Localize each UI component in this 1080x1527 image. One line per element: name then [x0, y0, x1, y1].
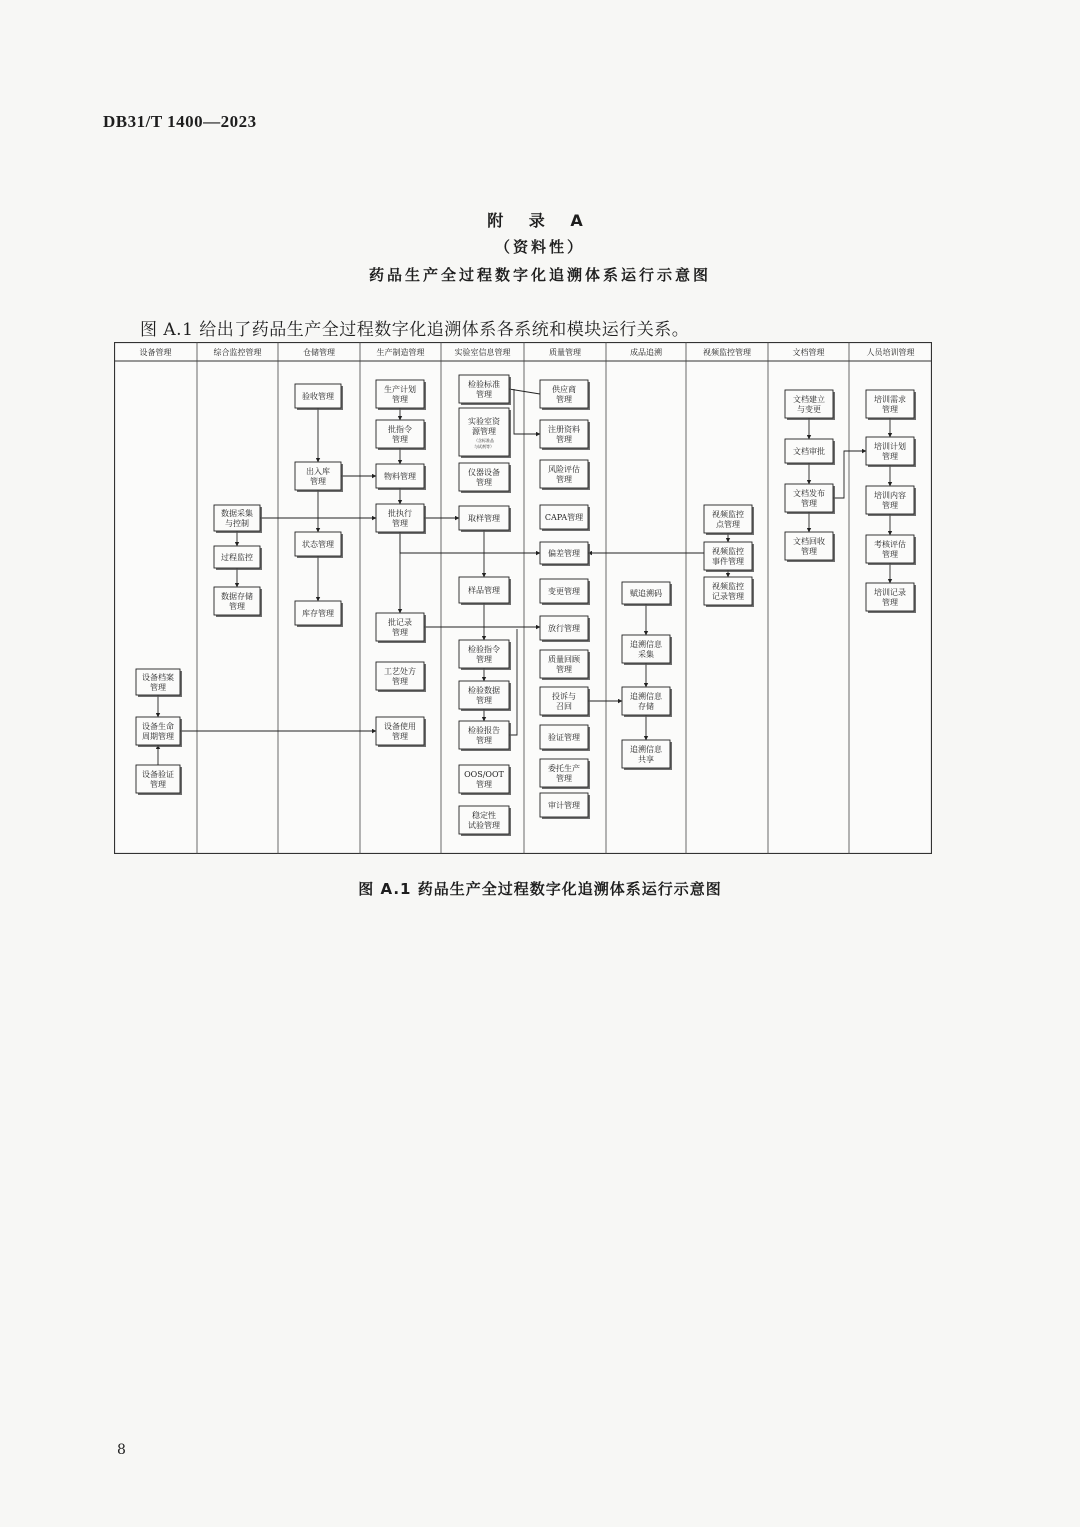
lane-header: 视频监控管理	[703, 348, 751, 357]
box-label: 考核评估	[874, 540, 906, 549]
box-doc-recycle	[785, 532, 835, 562]
box-label: 样品管理	[468, 586, 500, 595]
box-risk	[540, 460, 590, 490]
lane-header: 人员培训管理	[866, 348, 915, 357]
box-label: 管理	[476, 655, 492, 664]
box-label: 管理	[556, 475, 572, 484]
box-receiving	[295, 384, 343, 410]
box-label: 管理	[882, 405, 898, 414]
page-number: 8	[117, 1442, 126, 1458]
lane-header: 设备管理	[139, 348, 172, 357]
box-label: 管理	[476, 390, 492, 399]
box-material	[376, 464, 426, 490]
box-label: 培训记录	[874, 588, 906, 597]
box-trace-collect	[622, 635, 672, 665]
box-exam	[866, 535, 916, 565]
box-label: 物料管理	[384, 472, 416, 481]
box-inventory	[295, 601, 343, 627]
box-train-require	[866, 390, 916, 420]
box-label: 投诉与	[552, 692, 576, 701]
box-label: 试验管理	[468, 821, 500, 830]
box-test-order	[459, 640, 511, 670]
box-label: 管理	[476, 780, 492, 789]
box-batch-order	[376, 420, 426, 450]
box-label: 偏差管理	[548, 549, 580, 558]
lane-header: 生产制造管理	[376, 348, 425, 357]
box-trace-store	[622, 687, 672, 717]
box-label: 检验报告	[468, 726, 500, 735]
box-label: 管理	[392, 732, 408, 741]
lane-header: 成品追溯	[630, 348, 662, 357]
box-label: 稳定性	[472, 811, 496, 820]
box-train-record	[866, 583, 916, 613]
box-equip-verify	[136, 765, 182, 795]
box-label: 管理	[392, 628, 408, 637]
box-label: 追溯信息	[630, 692, 662, 701]
traceability-flow-diagram	[114, 342, 932, 854]
lane-header: 仓储管理	[303, 348, 335, 357]
box-label: 视频监控	[712, 510, 744, 519]
box-train-plan	[866, 437, 916, 467]
box-video-event	[704, 542, 754, 572]
box-label: 采集	[638, 650, 654, 659]
box-label: 共享	[638, 755, 654, 764]
box-label: 批指令	[388, 425, 412, 434]
box-sample	[459, 577, 511, 605]
box-label: 管理	[476, 736, 492, 745]
box-label: 文档发布	[793, 489, 825, 498]
lane-header: 文档管理	[792, 348, 825, 357]
box-label: 管理	[801, 547, 817, 556]
box-train-content	[866, 486, 916, 516]
box-label: 设备生命	[142, 722, 174, 731]
box-registration	[540, 420, 590, 450]
box-supplier	[540, 380, 590, 410]
box-label: 质量回顾	[548, 655, 580, 664]
appendix-subtitle: （资料性）	[494, 238, 585, 256]
box-label: 管理	[150, 683, 166, 692]
box-doc-approve	[785, 439, 835, 465]
box-label: OOS/OOT	[464, 770, 504, 779]
intro-paragraph: 图 A.1 给出了药品生产全过程数字化追溯体系各系统和模块运行关系。	[140, 320, 690, 340]
appendix-name: 药品生产全过程数字化追溯体系运行示意图	[368, 266, 711, 284]
box-label: 管理	[392, 435, 408, 444]
box-doc-publish	[785, 484, 835, 514]
box-label: 文档回收	[793, 537, 825, 546]
box-label: 管理	[229, 602, 245, 611]
box-label: 放行管理	[548, 624, 580, 633]
box-label: 视频监控	[712, 547, 744, 556]
box-label: 记录管理	[712, 592, 744, 601]
box-quality-review	[540, 650, 590, 680]
box-label: 数据存储	[221, 592, 253, 601]
box-label: 培训计划	[874, 442, 906, 451]
box-label: 管理	[882, 452, 898, 461]
box-label: 追溯信息	[630, 745, 662, 754]
box-label: 实验室资	[468, 417, 500, 426]
box-label: 事件管理	[712, 557, 744, 566]
box-label: 点管理	[716, 520, 740, 529]
box-prod-plan	[376, 380, 426, 410]
box-label: 管理	[556, 395, 572, 404]
lane-header: 综合监控管理	[213, 348, 262, 357]
box-label: 出入库	[306, 467, 330, 476]
box-sampling	[459, 506, 511, 532]
box-label: 管理	[556, 774, 572, 783]
box-label: 管理	[556, 435, 572, 444]
box-label: 培训内容	[874, 491, 906, 500]
box-label: 供应商	[552, 385, 576, 394]
box-validation	[540, 725, 590, 751]
box-label: 与控制	[225, 519, 249, 528]
box-label: 仪器设备	[468, 468, 500, 477]
box-note: （含标准品	[474, 438, 494, 443]
box-label: 管理	[801, 499, 817, 508]
box-video-record	[704, 577, 754, 607]
box-label: 存储	[638, 702, 654, 711]
box-label: 管理	[882, 550, 898, 559]
box-label: 检验指令	[468, 645, 500, 654]
box-code-assign	[622, 582, 672, 606]
box-label: 文档审批	[793, 447, 825, 456]
box-lab-resource	[459, 408, 511, 458]
box-batch-exec	[376, 504, 426, 534]
box-status	[295, 532, 343, 558]
box-deviation	[540, 542, 590, 566]
box-label: 管理	[556, 665, 572, 674]
box-label: 验证管理	[548, 733, 580, 742]
box-label: 工艺处方	[384, 667, 416, 676]
box-label: 批执行	[388, 509, 412, 518]
box-label: 风险评估	[548, 465, 580, 474]
box-capa	[540, 505, 590, 531]
box-label: 管理	[476, 696, 492, 705]
box-label: CAPA管理	[544, 513, 584, 522]
box-label: 注册资料	[548, 425, 580, 434]
box-inout	[295, 462, 343, 492]
lane-header: 实验室信息管理	[454, 348, 511, 357]
box-label: 审计管理	[548, 801, 580, 810]
box-stability	[459, 806, 511, 836]
box-release	[540, 616, 590, 642]
box-batch-record	[376, 613, 426, 643]
box-label: 设备使用	[384, 722, 416, 731]
box-label: 追溯信息	[630, 640, 662, 649]
appendix-title: 附 录 A	[487, 211, 593, 230]
box-label: 状态管理	[302, 540, 334, 549]
box-complaint	[540, 687, 590, 717]
box-label: 召回	[556, 702, 572, 711]
box-label: 赋追溯码	[630, 589, 662, 598]
box-label: 管理	[310, 477, 326, 486]
document-id: DB31/T 1400—2023	[103, 112, 257, 131]
box-label: 管理	[882, 598, 898, 607]
box-doc-create	[785, 390, 835, 420]
box-video-point	[704, 505, 754, 535]
box-label: 设备验证	[142, 770, 174, 779]
box-label: 生产计划	[384, 385, 416, 394]
box-test-standard	[459, 375, 511, 405]
box-label: 检验数据	[468, 686, 500, 695]
box-label: 培训需求	[874, 395, 906, 404]
box-instrument	[459, 463, 511, 493]
box-label: 管理	[392, 395, 408, 404]
box-audit	[540, 793, 590, 819]
box-change	[540, 579, 590, 605]
box-label: 验收管理	[302, 392, 334, 401]
box-label: 委托生产	[548, 764, 580, 773]
box-trace-share	[622, 740, 672, 770]
box-equip-archive	[136, 669, 182, 697]
box-label: 批记录	[388, 618, 412, 627]
box-note: 与试剂等）	[474, 444, 494, 449]
box-data-collect	[214, 505, 262, 533]
box-label: 文档建立	[793, 395, 825, 404]
box-label: 过程监控	[221, 553, 253, 562]
box-label: 管理	[392, 519, 408, 528]
box-label: 源管理	[472, 427, 496, 436]
box-label: 管理	[476, 478, 492, 487]
box-equip-use	[376, 717, 426, 747]
box-label: 视频监控	[712, 582, 744, 591]
box-label: 设备档案	[142, 673, 174, 682]
box-label: 与变更	[797, 405, 821, 414]
box-recipe	[376, 662, 426, 692]
box-label: 管理	[392, 677, 408, 686]
box-equip-lifecycle	[136, 717, 182, 747]
lane-header: 质量管理	[549, 348, 581, 357]
box-outsourcing	[540, 759, 590, 789]
box-process-monitor	[214, 546, 262, 570]
box-label: 变更管理	[548, 587, 580, 596]
box-label: 取样管理	[468, 514, 500, 523]
box-label: 管理	[882, 501, 898, 510]
box-test-data	[459, 681, 511, 711]
box-label: 库存管理	[302, 609, 334, 618]
box-label: 数据采集	[221, 509, 253, 518]
figure-caption: 图 A.1 药品生产全过程数字化追溯体系运行示意图	[358, 880, 722, 898]
box-test-report	[459, 721, 511, 751]
box-label: 检验标准	[468, 380, 500, 389]
box-label: 周期管理	[142, 732, 174, 741]
box-label: 管理	[150, 780, 166, 789]
box-data-storage	[214, 587, 262, 617]
box-oos-oot	[459, 765, 511, 795]
